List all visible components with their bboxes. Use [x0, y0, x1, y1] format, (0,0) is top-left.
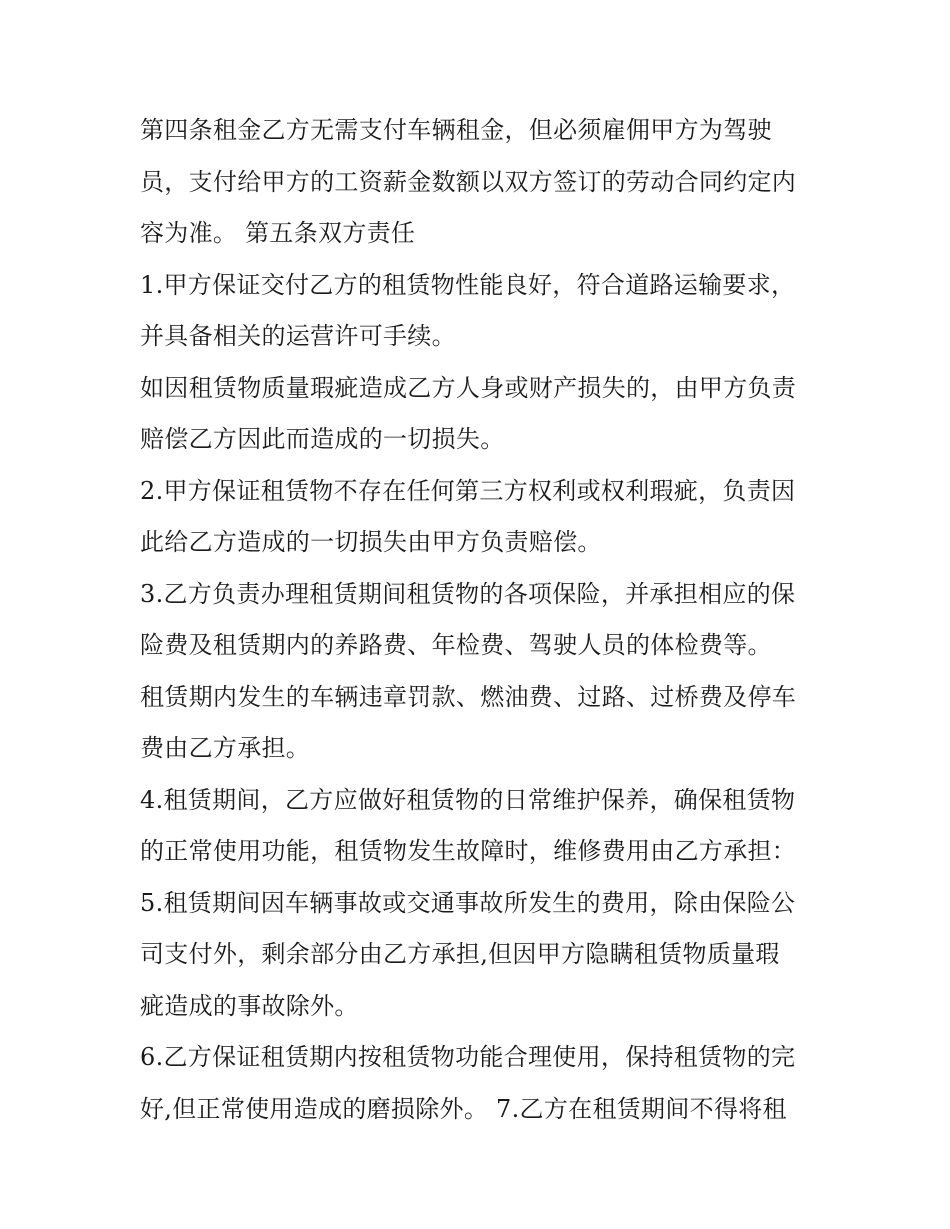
text-line: 赔偿乙方因此而造成的一切损失。: [140, 425, 505, 453]
text-line: 的正常使用功能，租赁物发生故障时，维修费用由乙方承担：: [140, 837, 797, 865]
text-line: 并具备相关的运营许可手续。: [140, 322, 456, 350]
text-line: 此给乙方造成的一切损失由甲方负责赔偿。: [140, 528, 602, 556]
text-line: 如因租赁物质量瑕疵造成乙方人身或财产损失的，由甲方负责: [140, 373, 797, 402]
text-line: 4.租赁期间，乙方应做好租赁物的日常维护保养，确保租赁物: [140, 785, 796, 814]
text-line: 6.乙方保证租赁期内按租赁物功能合理使用，保持租赁物的完: [140, 1043, 796, 1071]
text-line: 第四条租金乙方无需支付车辆租金，但必须雇佣甲方为驾驶: [140, 116, 772, 144]
document-body: [140, 105, 820, 1135]
text-line: 3.乙方负责办理租赁期间租赁物的各项保险，并承担相应的保: [140, 579, 796, 608]
text-line: 司支付外，剩余部分由乙方承担,但因甲方隐瞒租赁物质量瑕: [140, 940, 780, 968]
text-line: 好,但正常使用造成的磨损除外。 7.乙方在租赁期间不得将租: [140, 1094, 787, 1123]
text-line: 5.租赁期间因车辆事故或交通事故所发生的费用，除由保险公: [140, 888, 796, 917]
text-line: 租赁期内发生的车辆违章罚款、燃油费、过路、过桥费及停车: [140, 682, 797, 711]
text-line: 容为准。 第五条双方责任: [140, 219, 416, 247]
text-line: 员，支付给甲方的工资薪金数额以双方签订的劳动合同约定内: [140, 167, 797, 196]
text-line: 险费及租赁期内的养路费、年检费、驾驶人员的体检费等。: [140, 631, 772, 659]
text-line: 2.甲方保证租赁物不存在任何第三方权利或权利瑕疵，负责因: [140, 476, 796, 505]
text-line: 1.甲方保证交付乙方的租赁物性能良好，符合道路运输要求，: [140, 270, 796, 299]
text-line: 疵造成的事故除外。: [140, 991, 359, 1020]
text-line: 费由乙方承担。: [140, 734, 311, 762]
